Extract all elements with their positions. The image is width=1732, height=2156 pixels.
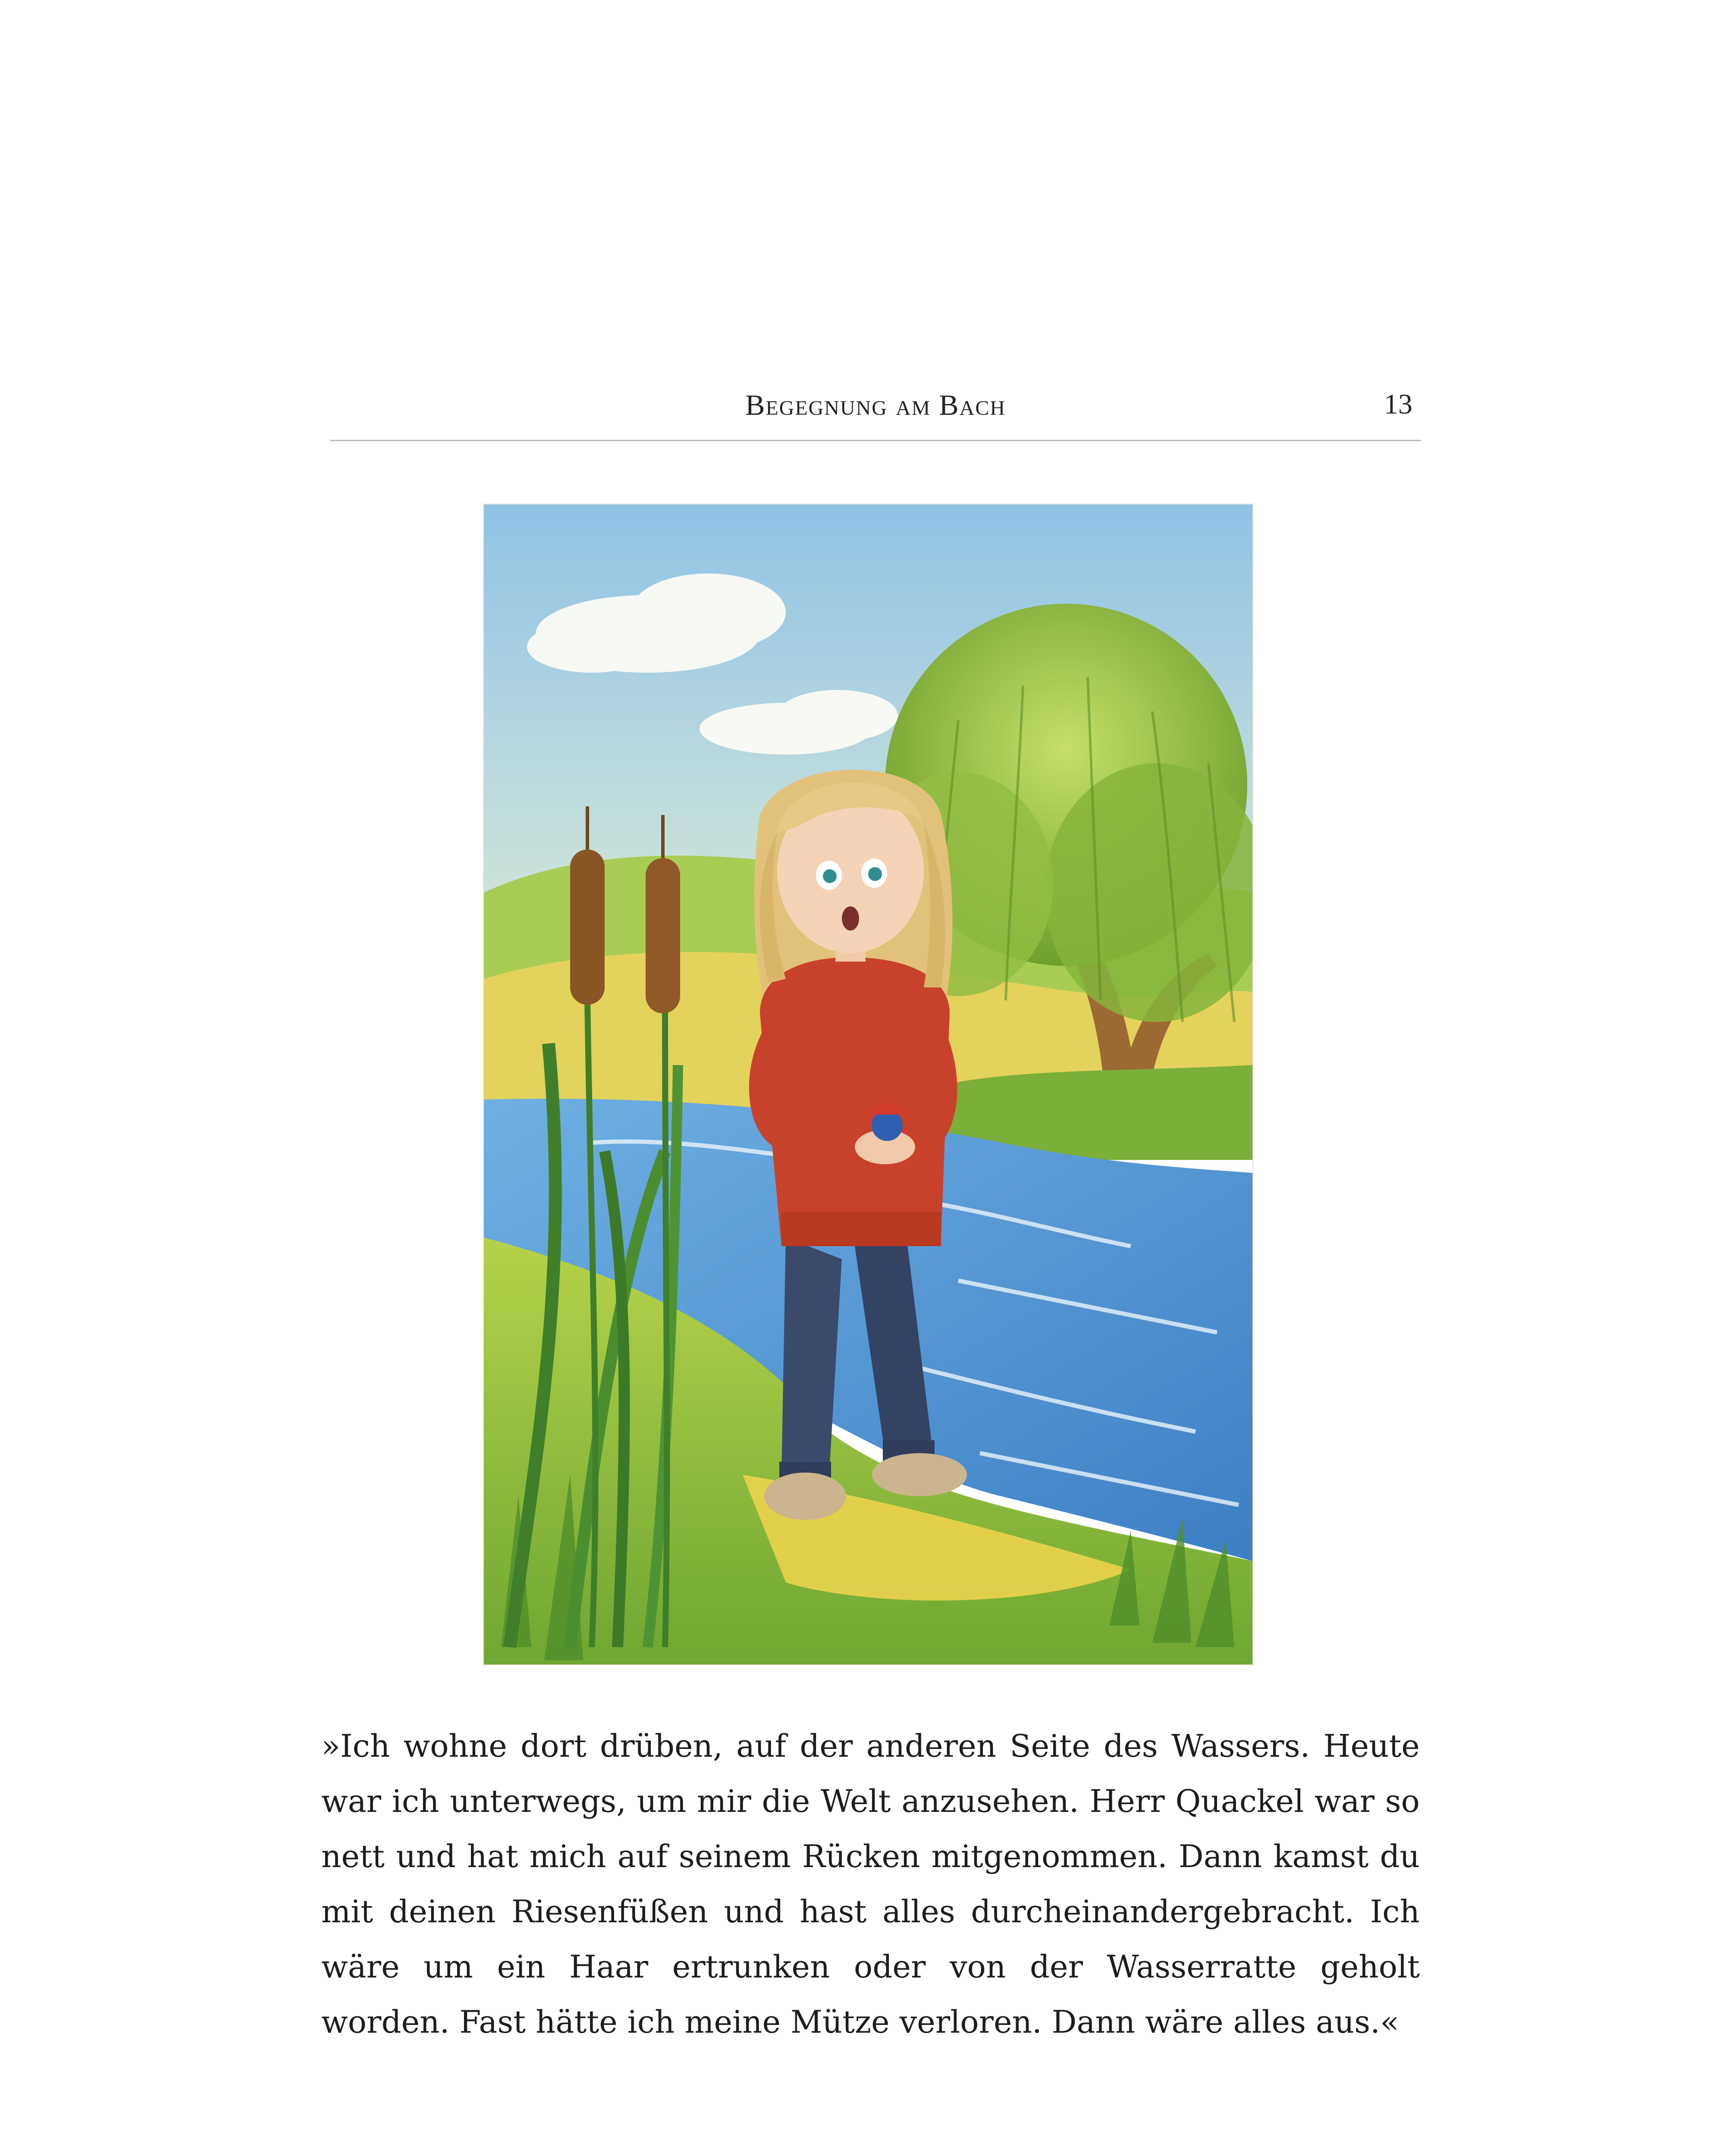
page-number: 13 <box>1384 389 1412 420</box>
illustration <box>483 504 1253 1665</box>
text-line: war ich unterwegs, um mir die Welt anzusehen. Herr Quackel war so <box>321 1783 1420 1819</box>
running-head <box>330 379 1421 431</box>
text-line: wäre um ein Haar ertrunken oder von der Wasserratte geholt <box>321 1949 1420 1985</box>
text-line: worden. Fast hätte ich meine Mütze verloren. Dann wäre alles aus.« <box>321 2004 1399 2040</box>
header-rule <box>330 440 1421 441</box>
text-line: mit deinen Riesenfüßen und hast alles durcheinandergebracht. Ich <box>321 1893 1420 1930</box>
body-text <box>321 1718 1420 2049</box>
text-line: nett und hat mich auf seinem Rücken mitgenommen. Dann kamst du <box>321 1838 1420 1874</box>
illustration-artwork <box>484 505 1252 1664</box>
text-line: »Ich wohne dort drüben, auf der anderen Seite des Wassers. Heute <box>321 1728 1420 1764</box>
chapter-title: Begegnung am Bach <box>745 389 1006 421</box>
